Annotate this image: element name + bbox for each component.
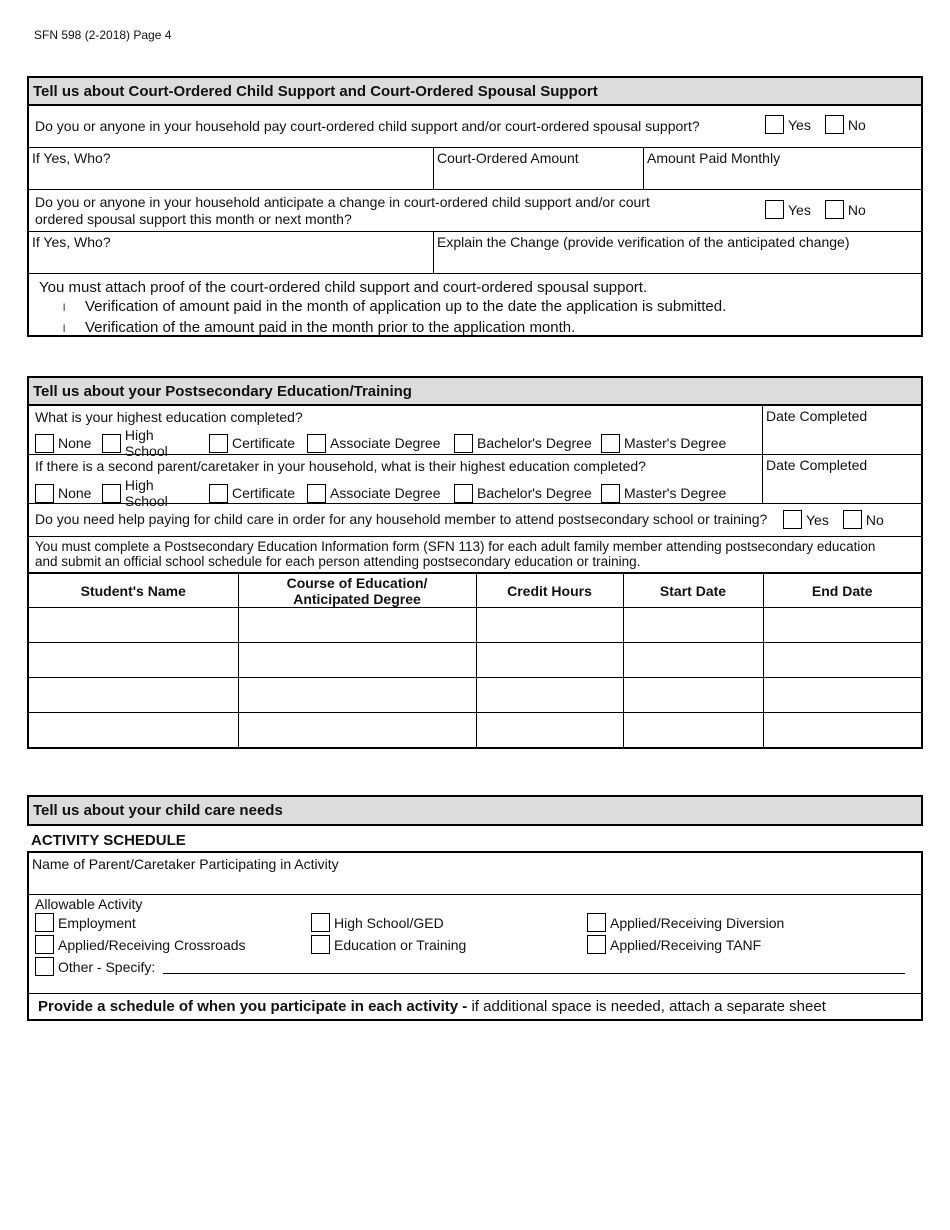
support-section-title: Tell us about Court-Ordered Child Support and Court-Ordered Spousal Support <box>29 78 921 106</box>
associate-degree-checkbox[interactable] <box>307 484 326 503</box>
col-course <box>238 574 476 608</box>
bachelors-degree-checkbox[interactable] <box>454 484 473 503</box>
date-completed-label: Date Completed <box>766 457 868 473</box>
allowable-activity-label: Allowable Activity <box>35 896 143 912</box>
associate-degree-checkbox[interactable] <box>307 434 326 453</box>
masters-degree-checkbox[interactable] <box>601 484 620 503</box>
table-row <box>29 608 921 643</box>
explain-change-field[interactable] <box>434 232 921 273</box>
date-completed-field[interactable] <box>763 406 921 454</box>
col-start-date: Start Date <box>623 574 763 608</box>
diversion-label: Applied/Receiving Diversion <box>610 914 785 931</box>
allowable-activity-block <box>29 896 921 994</box>
tanf-label: Applied/Receiving TANF <box>610 936 762 953</box>
credit-hours-cell[interactable] <box>476 608 623 643</box>
childcare-help-row <box>29 504 921 537</box>
court-ordered-amount-field[interactable] <box>434 148 644 189</box>
parent-name-label: Name of Parent/Caretaker Participating in Activity <box>32 856 339 872</box>
change-no-label: No <box>847 201 866 218</box>
bullet-icon: l <box>63 303 66 314</box>
course-cell[interactable] <box>238 608 476 643</box>
employment-checkbox[interactable] <box>35 913 54 932</box>
education-section <box>27 376 923 749</box>
start-date-cell[interactable] <box>623 678 763 713</box>
second-parent-question: If there is a second parent/caretaker in your household, what is their highest education completed? <box>35 458 646 474</box>
col-course-line1: Course of Education/ <box>286 574 428 591</box>
end-date-cell[interactable] <box>763 608 921 643</box>
none-checkbox[interactable] <box>35 434 54 453</box>
col-course-line2: Anticipated Degree <box>293 590 421 607</box>
change-who-label: If Yes, Who? <box>32 234 111 250</box>
credit-hours-cell[interactable] <box>476 643 623 678</box>
course-cell[interactable] <box>238 678 476 713</box>
hs-ged-checkbox[interactable] <box>311 913 330 932</box>
none-checkbox[interactable] <box>35 484 54 503</box>
student-table-header <box>29 574 921 608</box>
diversion-checkbox[interactable] <box>587 913 606 932</box>
col-credit-hours: Credit Hours <box>476 574 623 608</box>
education-level-row <box>29 406 921 459</box>
col-end-date: End Date <box>763 574 921 608</box>
schedule-instruction <box>29 994 921 1019</box>
change-question-line1: Do you or anyone in your household anticipate a change in court-ordered child support and/or court <box>35 194 650 210</box>
support-no-label: No <box>847 116 866 133</box>
table-row <box>29 678 921 713</box>
other-label: Other - Specify: <box>58 958 156 975</box>
student-name-cell[interactable] <box>29 713 238 748</box>
support-question: Do you or anyone in your household pay court-ordered child support and/or court-ordered spousal support? <box>35 118 700 134</box>
change-yes-label: Yes <box>788 201 811 218</box>
court-ordered-amount-label: Court-Ordered Amount <box>437 150 579 166</box>
bachelors-degree-checkbox[interactable] <box>454 434 473 453</box>
bullet-icon: l <box>63 324 66 335</box>
crossroads-checkbox[interactable] <box>35 935 54 954</box>
start-date-cell[interactable] <box>623 608 763 643</box>
certificate-checkbox[interactable] <box>209 434 228 453</box>
option-label: Bachelor's Degree <box>477 435 592 451</box>
crossroads-label: Applied/Receiving Crossroads <box>58 936 246 953</box>
education-section-title: Tell us about your Postsecondary Education/Training <box>29 378 921 406</box>
credit-hours-cell[interactable] <box>476 713 623 748</box>
education-training-checkbox[interactable] <box>311 935 330 954</box>
education-question: What is your highest education completed? <box>35 409 303 425</box>
option-label: Certificate <box>232 435 296 451</box>
other-specify-input[interactable] <box>163 960 905 974</box>
end-date-cell[interactable] <box>763 678 921 713</box>
support-details-row <box>29 148 921 190</box>
childcare-section <box>27 795 923 826</box>
date-completed-label: Date Completed <box>766 408 868 424</box>
support-who-field[interactable] <box>29 148 434 189</box>
credit-hours-cell[interactable] <box>476 678 623 713</box>
student-name-cell[interactable] <box>29 678 238 713</box>
parent-name-field[interactable] <box>29 853 921 895</box>
student-name-cell[interactable] <box>29 608 238 643</box>
hs-ged-label: High School/GED <box>334 914 444 931</box>
proof-notice <box>29 274 921 343</box>
option-label: Master's Degree <box>624 485 727 501</box>
schedule-instruction-bold: Provide a schedule of when you participate in each activity - <box>38 998 468 1015</box>
amount-paid-monthly-field[interactable] <box>644 148 921 189</box>
table-row <box>29 713 921 748</box>
second-date-completed-field[interactable] <box>763 455 921 503</box>
support-yes-label: Yes <box>788 116 811 133</box>
activity-schedule-title: ACTIVITY SCHEDULE <box>31 832 186 849</box>
option-label: Certificate <box>232 485 296 501</box>
option-label: High School <box>124 477 168 509</box>
col-student-name: Student's Name <box>29 574 238 608</box>
support-question-row <box>29 106 921 148</box>
proof-bullet-text: Verification of amount paid in the month of application up to the date the application is submitted. <box>85 298 727 315</box>
change-who-field[interactable] <box>29 232 434 273</box>
proof-bullet <box>39 297 911 318</box>
change-question-row <box>29 190 921 232</box>
high-school-checkbox[interactable] <box>102 484 121 503</box>
option-label: Associate Degree <box>330 485 441 501</box>
form-id: SFN 598 (2-2018) Page 4 <box>34 28 172 42</box>
employment-label: Employment <box>58 914 136 931</box>
support-yes-checkbox[interactable] <box>765 115 784 134</box>
high-school-checkbox[interactable] <box>102 434 121 453</box>
support-who-label: If Yes, Who? <box>32 150 111 166</box>
second-parent-education-row <box>29 455 921 509</box>
sfn113-notice-line1: You must complete a Postsecondary Education Information form (SFN 113) for each adult family member attending postsecondary education <box>35 539 876 554</box>
education-training-label: Education or Training <box>334 936 467 953</box>
course-cell[interactable] <box>238 713 476 748</box>
support-section <box>27 76 923 337</box>
option-label: None <box>58 435 92 451</box>
start-date-cell[interactable] <box>623 713 763 748</box>
student-name-cell[interactable] <box>29 643 238 678</box>
end-date-cell[interactable] <box>763 713 921 748</box>
proof-bullet <box>39 318 911 339</box>
other-checkbox[interactable] <box>35 957 54 976</box>
student-table <box>29 573 921 748</box>
amount-paid-monthly-label: Amount Paid Monthly <box>647 150 781 166</box>
childcare-yes-checkbox[interactable] <box>783 510 802 529</box>
change-no-checkbox[interactable] <box>825 200 844 219</box>
explain-change-label: Explain the Change (provide verification of the anticipated change) <box>437 234 850 250</box>
sfn113-notice-row <box>29 537 921 573</box>
childcare-no-checkbox[interactable] <box>843 510 862 529</box>
option-label: Associate Degree <box>330 435 441 451</box>
proof-bullet-text: Verification of the amount paid in the month prior to the application month. <box>85 319 576 336</box>
option-label: Master's Degree <box>624 435 727 451</box>
childcare-section-title: Tell us about your child care needs <box>29 797 921 824</box>
option-label: None <box>58 485 92 501</box>
table-row <box>29 643 921 678</box>
proof-text: You must attach proof of the court-ordered child support and court-ordered spousal support. <box>39 279 648 296</box>
activity-schedule-box <box>27 851 923 1021</box>
childcare-help-question: Do you need help paying for child care in order for any household member to attend postsecondary school or training? <box>35 511 768 527</box>
support-no-checkbox[interactable] <box>825 115 844 134</box>
change-question-line2: ordered spousal support this month or next month? <box>35 211 352 227</box>
schedule-instruction-rest: if additional space is needed, attach a separate sheet <box>467 998 826 1015</box>
start-date-cell[interactable] <box>623 643 763 678</box>
change-details-row <box>29 232 921 274</box>
change-yes-checkbox[interactable] <box>765 200 784 219</box>
option-label: Bachelor's Degree <box>477 485 592 501</box>
course-cell[interactable] <box>238 643 476 678</box>
certificate-checkbox[interactable] <box>209 484 228 503</box>
tanf-checkbox[interactable] <box>587 935 606 954</box>
childcare-yes-label: Yes <box>806 511 829 528</box>
end-date-cell[interactable] <box>763 643 921 678</box>
childcare-no-label: No <box>865 511 884 528</box>
option-label: High School <box>124 427 168 459</box>
masters-degree-checkbox[interactable] <box>601 434 620 453</box>
sfn113-notice-line2: and submit an official school schedule for each person attending postsecondary education or training. <box>35 554 641 569</box>
